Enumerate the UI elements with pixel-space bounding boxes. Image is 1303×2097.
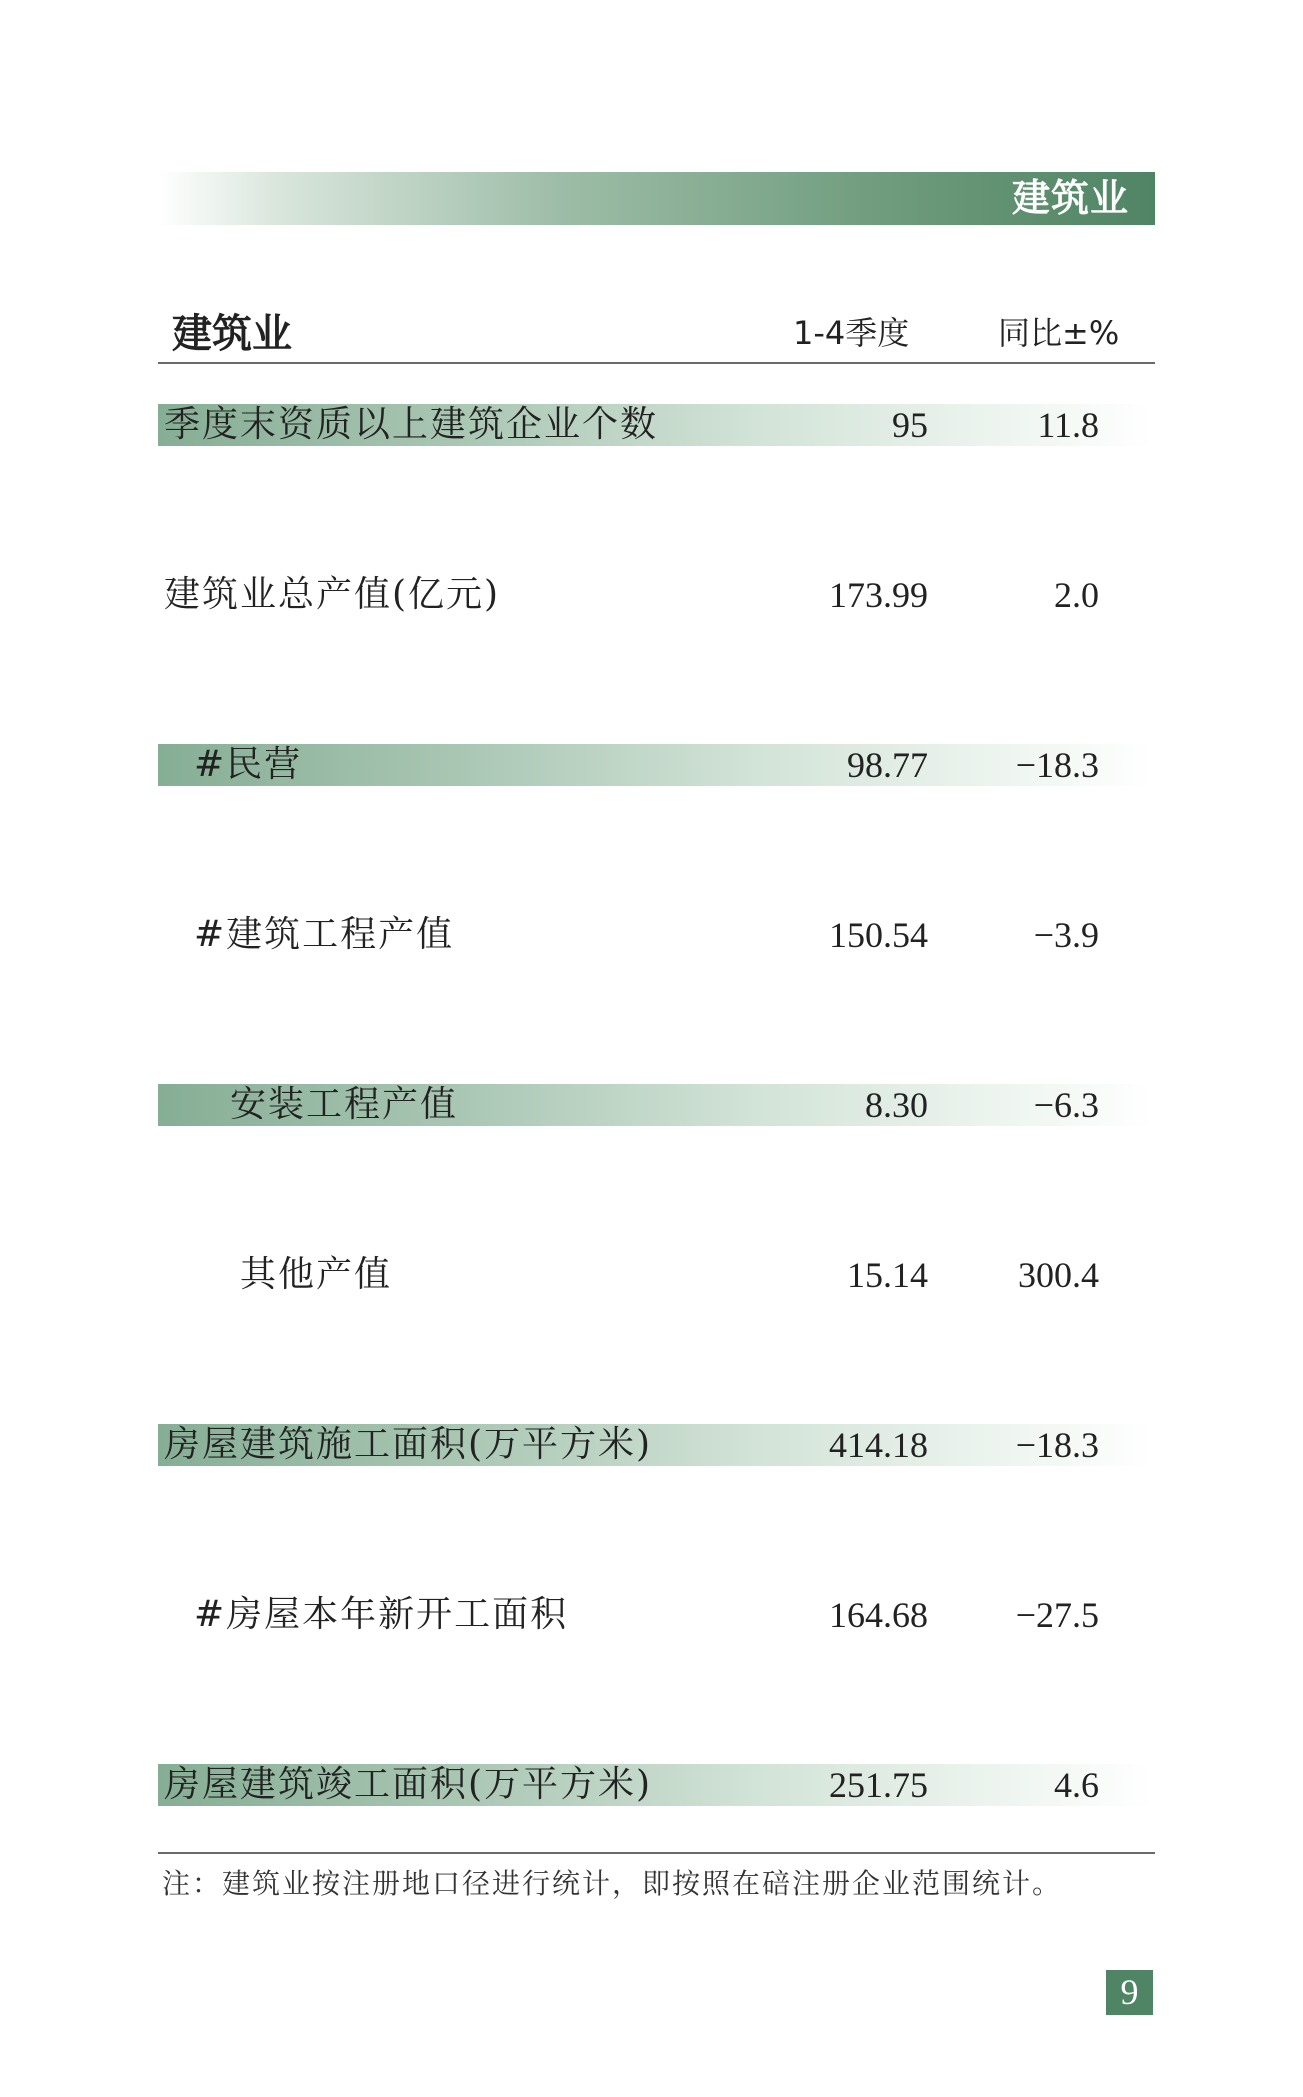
table-row [158,1424,1155,1466]
section-banner [158,172,1155,225]
row-value: 164.68 [829,1595,928,1635]
row-value: 173.99 [829,575,928,615]
table-header-label: 建筑业 [172,311,292,357]
table-row [158,574,1155,616]
row-yoy: −18.3 [1015,745,1099,785]
row-yoy: −27.5 [1015,1595,1099,1635]
row-yoy: 2.0 [1054,575,1099,615]
row-yoy: 4.6 [1054,1765,1099,1805]
row-value: 414.18 [829,1425,928,1465]
row-label: 其他产值 [240,1254,393,1295]
row-yoy: −3.9 [1033,915,1099,955]
row-yoy: 300.4 [1018,1255,1099,1295]
table-row [158,1084,1155,1126]
row-label: #民营 [194,744,303,785]
table-row [158,1594,1155,1636]
table-bottom-rule [158,1852,1155,1854]
row-value: 251.75 [829,1765,928,1805]
table-row [158,914,1155,956]
row-label: 安装工程产值 [230,1084,459,1125]
column-header-period: 1-4季度 [793,314,910,352]
row-label: #房屋本年新开工面积 [194,1594,569,1635]
row-yoy: −6.3 [1033,1085,1099,1125]
table-row [158,744,1155,786]
row-label: 建筑业总产值(亿元) [164,574,501,615]
section-title: 建筑业 [1011,176,1129,220]
table-row [158,404,1155,446]
row-value: 8.30 [865,1085,928,1125]
table-row [158,1764,1155,1806]
row-label: 房屋建筑施工面积(万平方米) [164,1424,653,1465]
column-header-yoy: 同比±% [998,314,1120,352]
row-value: 95 [892,405,928,445]
table-row [158,1254,1155,1296]
row-value: 150.54 [829,915,928,955]
row-label: 季度末资质以上建筑企业个数 [164,404,659,445]
table-header [158,290,1155,364]
row-yoy: 11.8 [1037,405,1099,445]
row-value: 98.77 [847,745,928,785]
row-value: 15.14 [847,1255,928,1295]
row-label: #建筑工程产值 [194,914,455,955]
page-number: 9 [1106,1970,1153,2015]
row-yoy: −18.3 [1015,1425,1099,1465]
row-label: 房屋建筑竣工面积(万平方米) [164,1764,653,1805]
footnote: 注：建筑业按注册地口径进行统计，即按照在碚注册企业范围统计。 [162,1867,1063,1900]
